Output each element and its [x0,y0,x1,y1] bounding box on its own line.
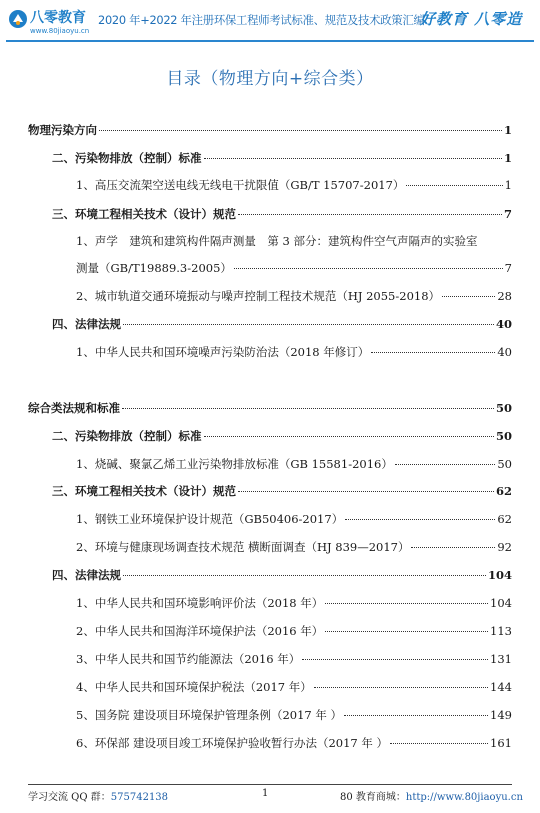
toc-entry-text: 5、国务院 建设项目环境保护管理条例（2017 年 ） [76,708,343,722]
toc-entry-page: 62 [497,512,512,526]
toc-entry-page: 1 [503,151,512,165]
logo [8,7,92,41]
toc-entry[interactable] [76,344,512,360]
logo-site: www.80jiaoyu.cn [30,27,90,35]
footer-qq-number: 575742138 [110,792,169,803]
toc-entry-text: 三、环境工程相关技术（设计）规范 [52,484,236,498]
toc-entry[interactable] [76,511,512,527]
toc-entry-page: 40 [497,345,512,359]
toc-leader [344,715,488,716]
toc-entry-text: 1、高压交流架空送电线无线电干扰限值（GB/T 15707-2017） [76,178,405,192]
toc-entry-page: 62 [495,484,512,498]
toc-entry-page: 28 [497,289,512,303]
header-title: 2020 年+2022 年注册环保工程师考试标准、规范及技术政策汇编 [98,13,425,27]
toc-entry[interactable] [52,428,512,444]
toc-entry-text: 4、中华人民共和国环境保护税法（2017 年） [76,680,312,694]
toc-leader [325,631,488,632]
toc-entry-text: 四、法律法规 [52,317,121,331]
toc-entry-text: 6、环保部 建设项目竣工环境保护验收暂行办法（2017 年 ） [76,736,389,750]
toc-entry[interactable] [52,206,512,222]
toc-leader [204,158,502,159]
toc-entry-page: 104 [490,596,512,610]
toc-entry[interactable] [76,177,512,193]
toc-entry-text: 物理污染方向 [28,123,97,137]
toc-entry-page: 161 [490,736,512,750]
toc-entry-text: 三、环境工程相关技术（设计）规范 [52,207,236,221]
logo-mark-icon [8,9,28,29]
toc-leader [238,214,502,215]
toc-leader [123,324,494,325]
toc-section-physical[interactable] [28,122,512,138]
toc-leader [345,519,495,520]
toc-leader [204,436,494,437]
toc-entry-text: 综合类法规和标准 [28,401,120,415]
toc-entry-text: 测量（GB/T19889.3-2005） [76,261,232,275]
toc-entry[interactable] [76,623,512,639]
page-number: 1 [262,788,269,799]
toc-entry[interactable] [76,288,512,304]
toc-entry[interactable] [76,456,512,472]
toc-entry-page: 92 [497,540,512,554]
toc-entry-text: 1、钢铁工业环境保护设计规范（GB50406-2017） [76,512,344,526]
toc-entry[interactable] [52,316,512,332]
toc-leader [122,408,494,409]
toc-entry[interactable] [76,735,512,751]
toc-entry-text: 1、中华人民共和国环境噪声污染防治法（2018 年修订） [76,345,370,359]
header-divider [6,40,534,42]
toc-leader [371,352,495,353]
toc-entry[interactable] [76,539,512,555]
toc-entry[interactable] [76,707,512,723]
footer-shop [340,788,523,803]
toc-entry-page: 40 [495,317,512,331]
toc-entry-page: 149 [490,708,512,722]
toc-entry[interactable] [52,567,512,583]
toc-entry-page: 50 [497,457,512,471]
toc-entry-page: 131 [490,652,512,666]
toc-entry[interactable] [52,483,512,499]
footer-qq-label: 学习交流 QQ 群： [28,792,111,803]
toc-entry-line1: 1、声学 建筑和建筑构件隔声测量 第 3 部分：建筑构件空气声隔声的实验室 [76,234,478,248]
logo-name: 八零教育 [30,10,86,26]
toc-leader [302,659,488,660]
toc-entry-page: 1 [503,123,512,137]
page-title: 目录（物理方向+综合类） [166,69,374,89]
toc-entry-page: 50 [495,401,512,415]
toc-entry[interactable] [76,651,512,667]
toc-entry-text: 1、烧碱、聚氯乙烯工业污染物排放标准（GB 15581-2016） [76,457,393,471]
toc-leader [123,575,486,576]
slogan: 好教育 八零造 [420,10,523,28]
toc-leader [390,743,488,744]
toc-entry-page: 7 [503,207,512,221]
toc-entry[interactable] [76,595,512,611]
toc-entry-text: 2、环境与健康现场调查技术规范 横断面调查（HJ 839—2017） [76,540,410,554]
toc-entry-page: 144 [490,680,512,694]
toc-entry-page: 113 [490,624,512,638]
toc-leader [314,687,488,688]
toc-leader [238,491,494,492]
toc-entry-text: 2、城市轨道交通环境振动与噪声控制工程技术规范（HJ 2055-2018） [76,289,441,303]
toc-leader [406,185,502,186]
toc-entry-text: 四、法律法规 [52,568,121,582]
footer-divider [28,784,512,785]
toc-leader [411,547,495,548]
toc-leader [325,603,488,604]
toc-leader [395,464,496,465]
toc-entry[interactable] [76,260,512,276]
toc-entry-text: 3、中华人民共和国节约能源法（2016 年） [76,652,301,666]
toc-entry-page: 7 [504,261,512,275]
footer-shop-label: 80 教育商城： [340,792,406,803]
footer-shop-link[interactable]: http://www.80jiaoyu.cn [405,792,523,803]
toc-entry-text: 二、污染物排放（控制）标准 [52,151,202,165]
toc-entry[interactable] [52,150,512,166]
toc-entry-text: 二、污染物排放（控制）标准 [52,429,202,443]
toc-entry-page: 1 [504,178,512,192]
toc-leader [234,268,503,269]
toc-entry-text: 1、中华人民共和国环境影响评价法（2018 年） [76,596,324,610]
page-header [0,0,540,44]
toc-entry-page: 50 [495,429,512,443]
toc-entry[interactable] [76,679,512,695]
footer-qq [28,788,168,803]
toc-entry-text: 2、中华人民共和国海洋环境保护法（2016 年） [76,624,324,638]
toc-entry-page: 104 [487,568,512,582]
toc-section-general[interactable] [28,400,512,416]
toc-leader [99,130,502,131]
toc-leader [442,296,495,297]
